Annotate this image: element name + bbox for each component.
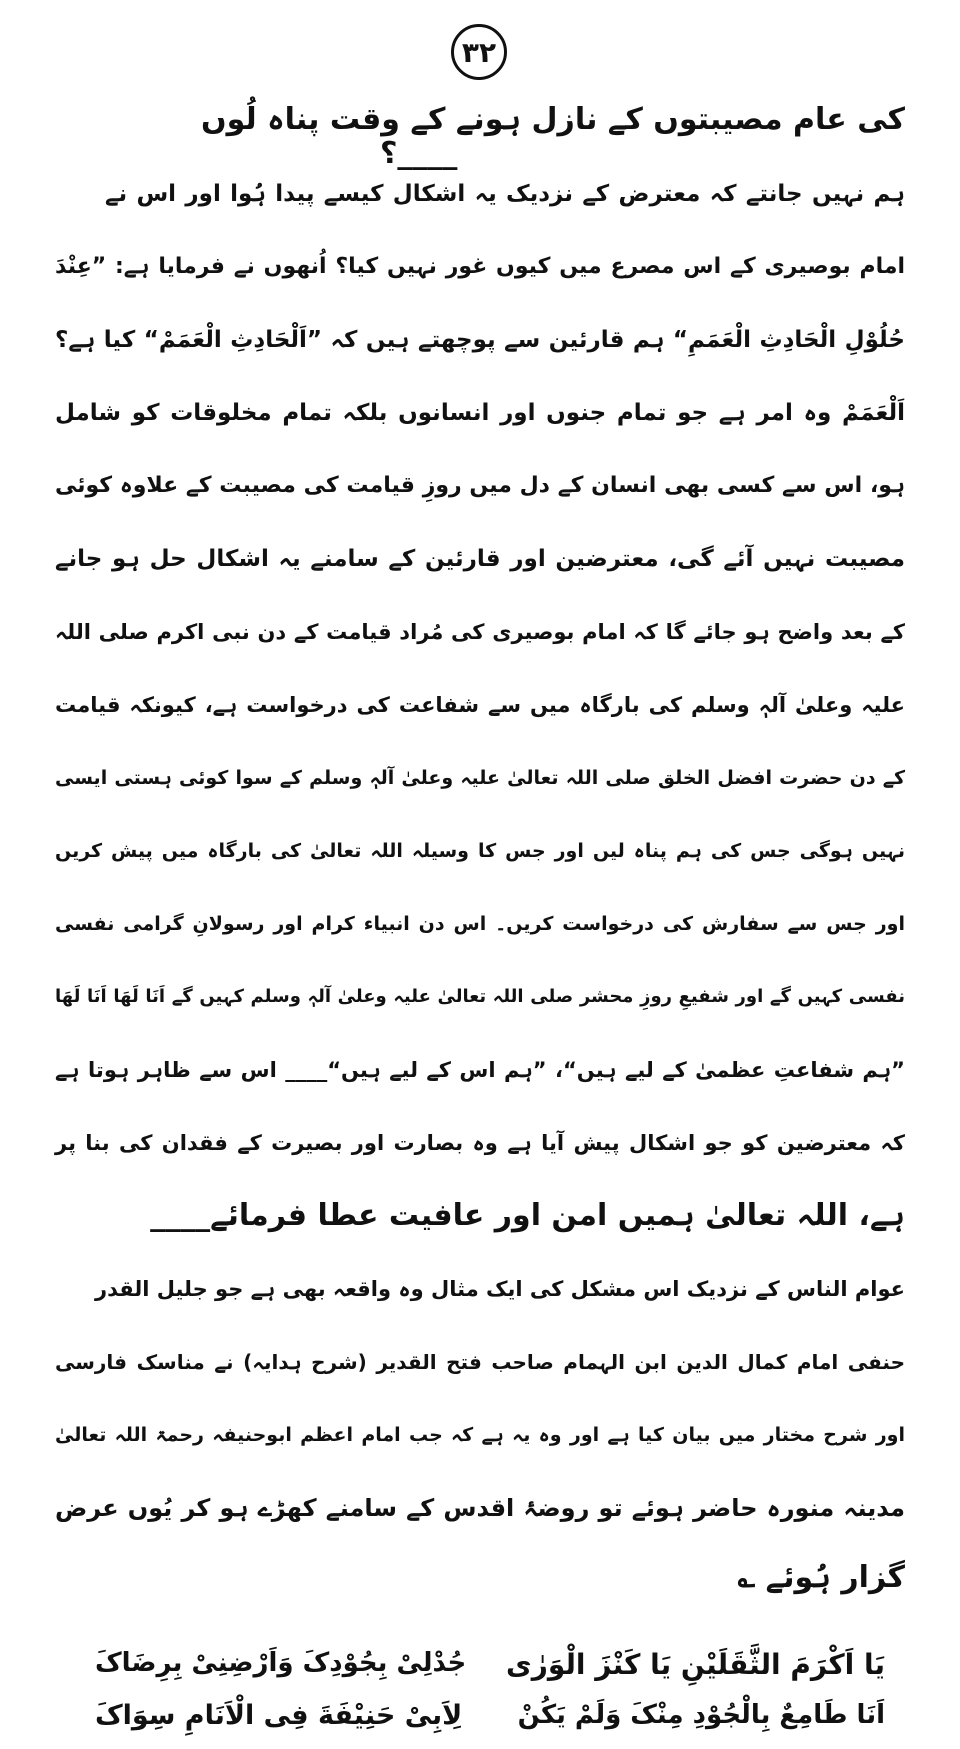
page-number-text: ۳۲ [461,35,497,69]
text-line: نہیں ہوگی جس کی ہم پناہ لیں اور جس کا وسیلہ اللہ تعالیٰ کی بارگاہ میں پیش کریں [55,840,905,862]
text-line: عوام الناس کے نزدیک اس مشکل کی ایک مثال وہ واقعہ بھی ہے جو جلیل القدر [94,1277,905,1301]
verse-2-first-hemistich: اَنَا طَامِعٌ بِالْجُوْدِ مِنْکَ وَلَمْ یَکُنْ [517,1700,885,1730]
verse-2-second-hemistich: لِاَبِیْ حَنِیْفَةَ فِی الْاَنَامِ سِوَاکَ [95,1700,463,1731]
page-number [451,24,507,80]
question-mark: ____؟ [380,136,458,171]
text-line: کہ معترضین کو جو اشکال پیش آیا ہے وہ بصارت اور بصیرت کے فقدان کی بنا پر [55,1131,905,1155]
text-line: اَلْعَمَمْ وہ امر ہے جو تمام جنوں اور انسانوں بلکہ تمام مخلوقات کو شامل [55,400,905,426]
text-line: کے دن حضرت افضل الخلق صلی اللہ تعالیٰ علیہ وعلیٰ آلہٖ وسلم کے سوا کوئی ہستی ایسی [55,767,905,789]
verse-1-second-hemistich: جُدْلِیْ بِجُوْدِکَ وَاَرْضِنِیْ بِرِضَاکَ [95,1648,467,1678]
text-line: ”ہم شفاعتِ عظمیٰ کے لیے ہیں“، ”ہم اس کے لیے ہیں“____ اس سے ظاہر ہوتا ہے [55,1058,905,1082]
text-line: امام بوصیری کے اس مصرع میں کیوں غور نہیں کیا؟ اُنھوں نے فرمایا ہے: ”عِنْدَ [55,254,905,279]
text-line: مصیبت نہیں آئے گی، معترضین اور قارئین کے سامنے یہ اشکال حل ہو جانے [55,546,905,572]
verse-1-first-hemistich: یَا اَکْرَمَ الثَّقَلَیْنِ یَا کَنْزَ الْوَرٰی [506,1648,885,1681]
text-line: حُلُوْلِ الْحَادِثِ الْعَمَمِ“ ہم قارئین سے پوچھتے ہیں کہ ”اَلْحَادِثِ الْعَمَمْ“ کیا ہے؟ [55,327,905,353]
text-line: ہے، اللہ تعالیٰ ہمیں امن اور عافیت عطا فرمائے____ [150,1198,905,1233]
text-line: مدینہ منورہ حاضر ہوئے تو روضۂ اقدس کے سامنے کھڑے ہو کر یُوں عرض [55,1494,905,1522]
text-line: کے بعد واضح ہو جائے گا کہ امام بوصیری کی مُراد قیامت کے دن نبی اکرم صلی اللہ [55,620,905,644]
text-line: ہم نہیں جانتے کہ معترض کے نزدیک یہ اشکال کیسے پیدا ہُوا اور اس نے [105,181,905,207]
text-line: گزار ہُوئے ؎ [737,1560,905,1595]
text-line: اور جس سے سفارش کی درخواست کریں۔ اس دن انبیاء کرام اور رسولانِ گرامی نفسی [55,913,905,935]
text-line: کی عام مصیبتوں کے نازل ہونے کے وقت پناہ لُوں [200,102,905,137]
text-line: حنفی امام کمال الدین ابن الہمام صاحب فتح القدیر (شرح ہدایہ) نے مناسک فارسی [55,1350,905,1374]
text-line: نفسی کہیں گے اور شفیعِ روزِ محشر صلی اللہ تعالیٰ علیہ وعلیٰ آلہٖ وسلم کہیں گے اَنَا لَھَا اَنَا لَھَا [55,986,905,1007]
text-line: علیہ وعلیٰ آلہٖ وسلم کی بارگاہ میں سے شفاعت کی درخواست ہے، کیونکہ قیامت [55,693,905,717]
text-line: اور شرح مختار میں بیان کیا ہے اور وہ یہ ہے کہ جب امام اعظم ابوحنیفہ رحمۃ اللہ تعالیٰ [55,1424,905,1446]
text-line: ہو، اس سے کسی بھی انسان کے دل میں روزِ قیامت کی مصیبت کے علاوہ کوئی [55,473,905,498]
